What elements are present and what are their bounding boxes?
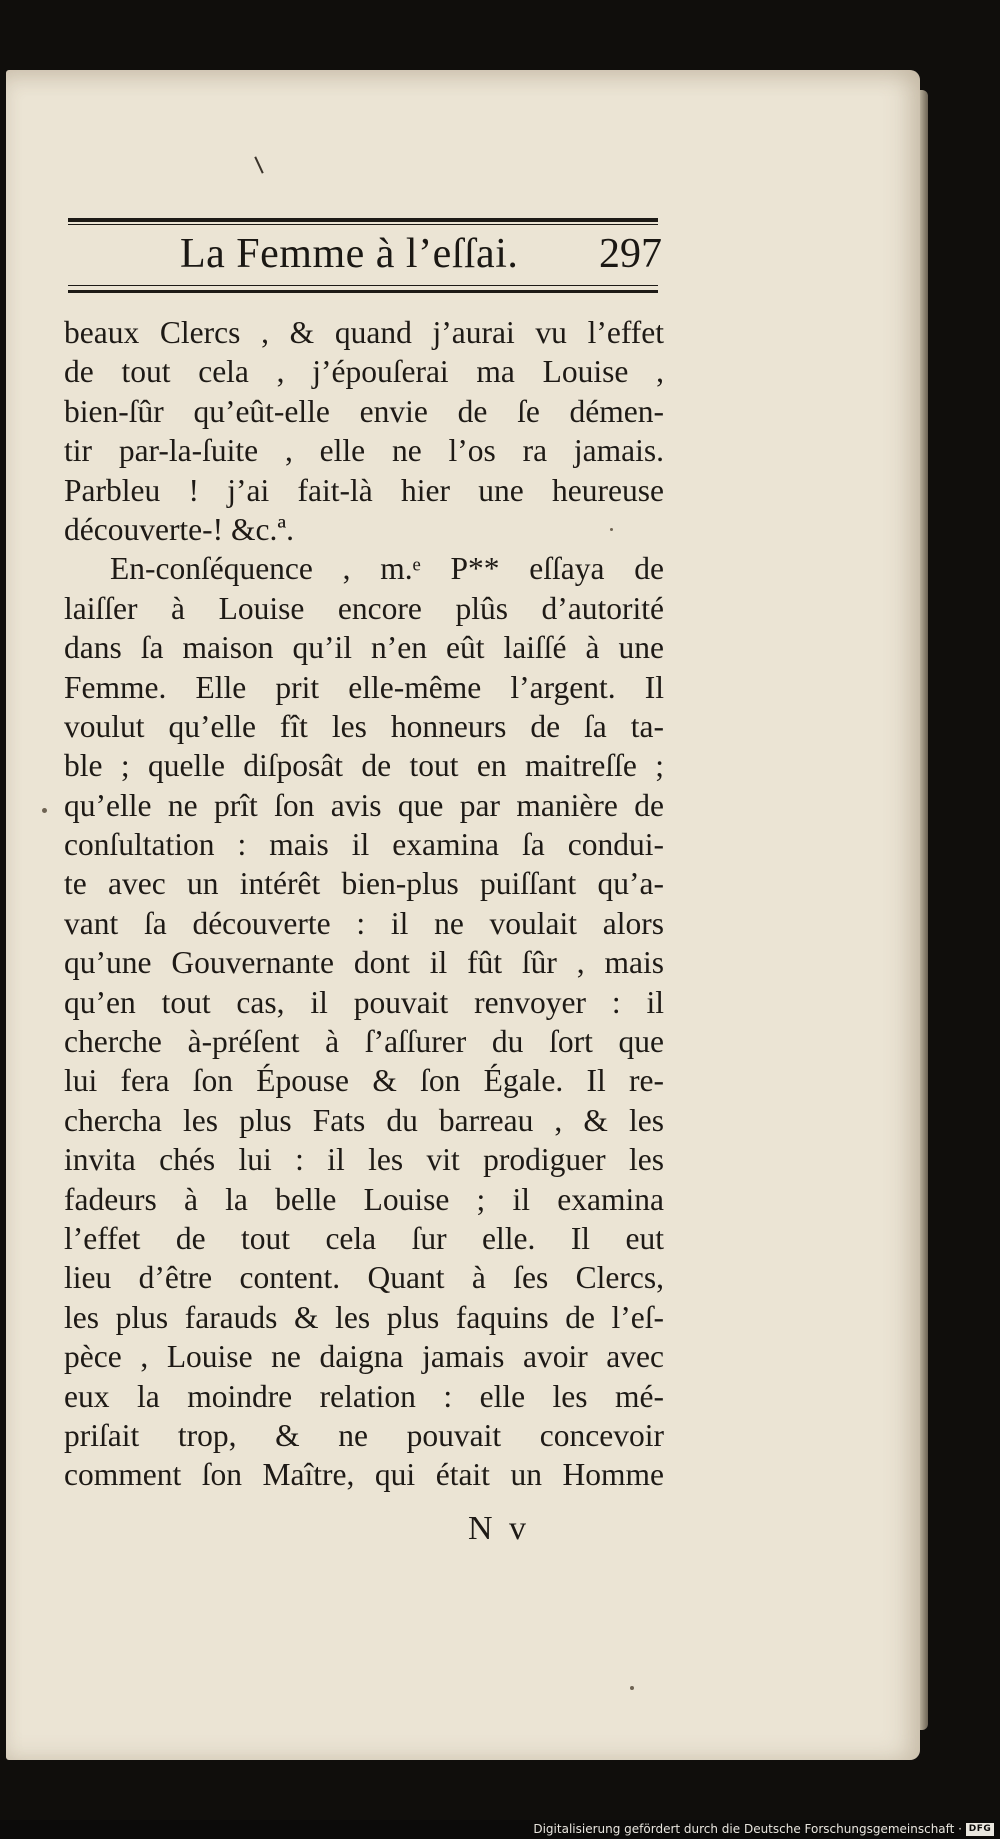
text-line: l’effet de tout cela ſur elle. Il eut [64, 1220, 664, 1256]
text-line: découverte-! &c.ª. [64, 511, 294, 547]
header-rule-top [68, 218, 658, 222]
text-line: eux la moindre relation : elle les mé- [64, 1378, 664, 1414]
signature-mark: N v [468, 1510, 531, 1547]
text-line: qu’elle ne prît ſon avis que par manière de [64, 787, 664, 823]
text-line: tir par-la-ſuite , elle ne l’os ra jamais. [64, 433, 664, 469]
dfg-logo: DFG [966, 1823, 994, 1836]
text-line: comment ſon Maître, qui était un Homme [64, 1457, 664, 1493]
paper-fleck [630, 1686, 634, 1690]
page-number: 297 [599, 231, 662, 277]
text-line: conſultation : mais il examina ſa condui- [64, 827, 664, 863]
text-line: Femme. Elle prit elle-même l’argent. Il [64, 669, 664, 705]
text-line: voulut qu’elle fît les honneurs de ſa ta- [64, 708, 664, 744]
text-line: de tout cela , j’épouſerai ma Louise , [64, 354, 664, 390]
text-line: invita chés lui : il les vit prodiguer les [64, 1142, 664, 1178]
text-line: cherche à-préſent à ſ’aſſurer du ſort que [64, 1024, 664, 1060]
text-line: les plus farauds & les plus faquins de l’eſ- [64, 1299, 664, 1335]
text-line: priſait trop, & ne pouvait concevoir [64, 1417, 664, 1453]
text-line: qu’en tout cas, il pouvait renvoyer : il [64, 984, 664, 1020]
digitization-credit: Digitalisierung gefördert durch die Deutsche Forschungsgemeinschaft · [533, 1822, 962, 1836]
text-line: lui fera ſon Épouse & ſon Égale. Il re- [64, 1063, 664, 1099]
text-line: bien-ſûr qu’eût-elle envie de ſe démen- [64, 393, 664, 429]
text-line: fadeurs à la belle Louise ; il examina [64, 1181, 664, 1217]
text-line: lieu d’être content. Quant à ſes Clercs, [64, 1260, 664, 1296]
body-text [64, 313, 664, 1495]
text-line: qu’une Gouvernante dont il fût ſûr , mais [64, 945, 664, 981]
text-line: dans ſa maison qu’il n’en eût laiſſé à une [64, 630, 664, 666]
paper-fleck [42, 808, 47, 813]
running-head [68, 226, 664, 288]
header-rule-bottom [68, 290, 658, 293]
text-line: En-conſéquence , m.ᵉ P** eſſaya de [110, 551, 664, 587]
running-title: La Femme à l’eſſai. [180, 231, 519, 277]
text-line: Parbleu ! j’ai fait-là hier une heureuse [64, 472, 664, 508]
text-line: chercha les plus Fats du barreau , & les [64, 1102, 664, 1138]
text-line: te avec un intérêt bien-plus puiſſant qu’a- [64, 866, 664, 902]
text-line: pèce , Louise ne daigna jamais avoir avec [64, 1339, 664, 1375]
text-line: laiſſer à Louise encore plûs d’autorité [64, 590, 664, 626]
text-line: ble ; quelle diſposât de tout en maitreſſe ; [64, 748, 664, 784]
text-line: vant ſa découverte : il ne voulait alors [64, 905, 664, 941]
paper-fleck [610, 528, 613, 531]
text-line: beaux Clercs , & quand j’aurai vu l’effet [64, 315, 664, 350]
